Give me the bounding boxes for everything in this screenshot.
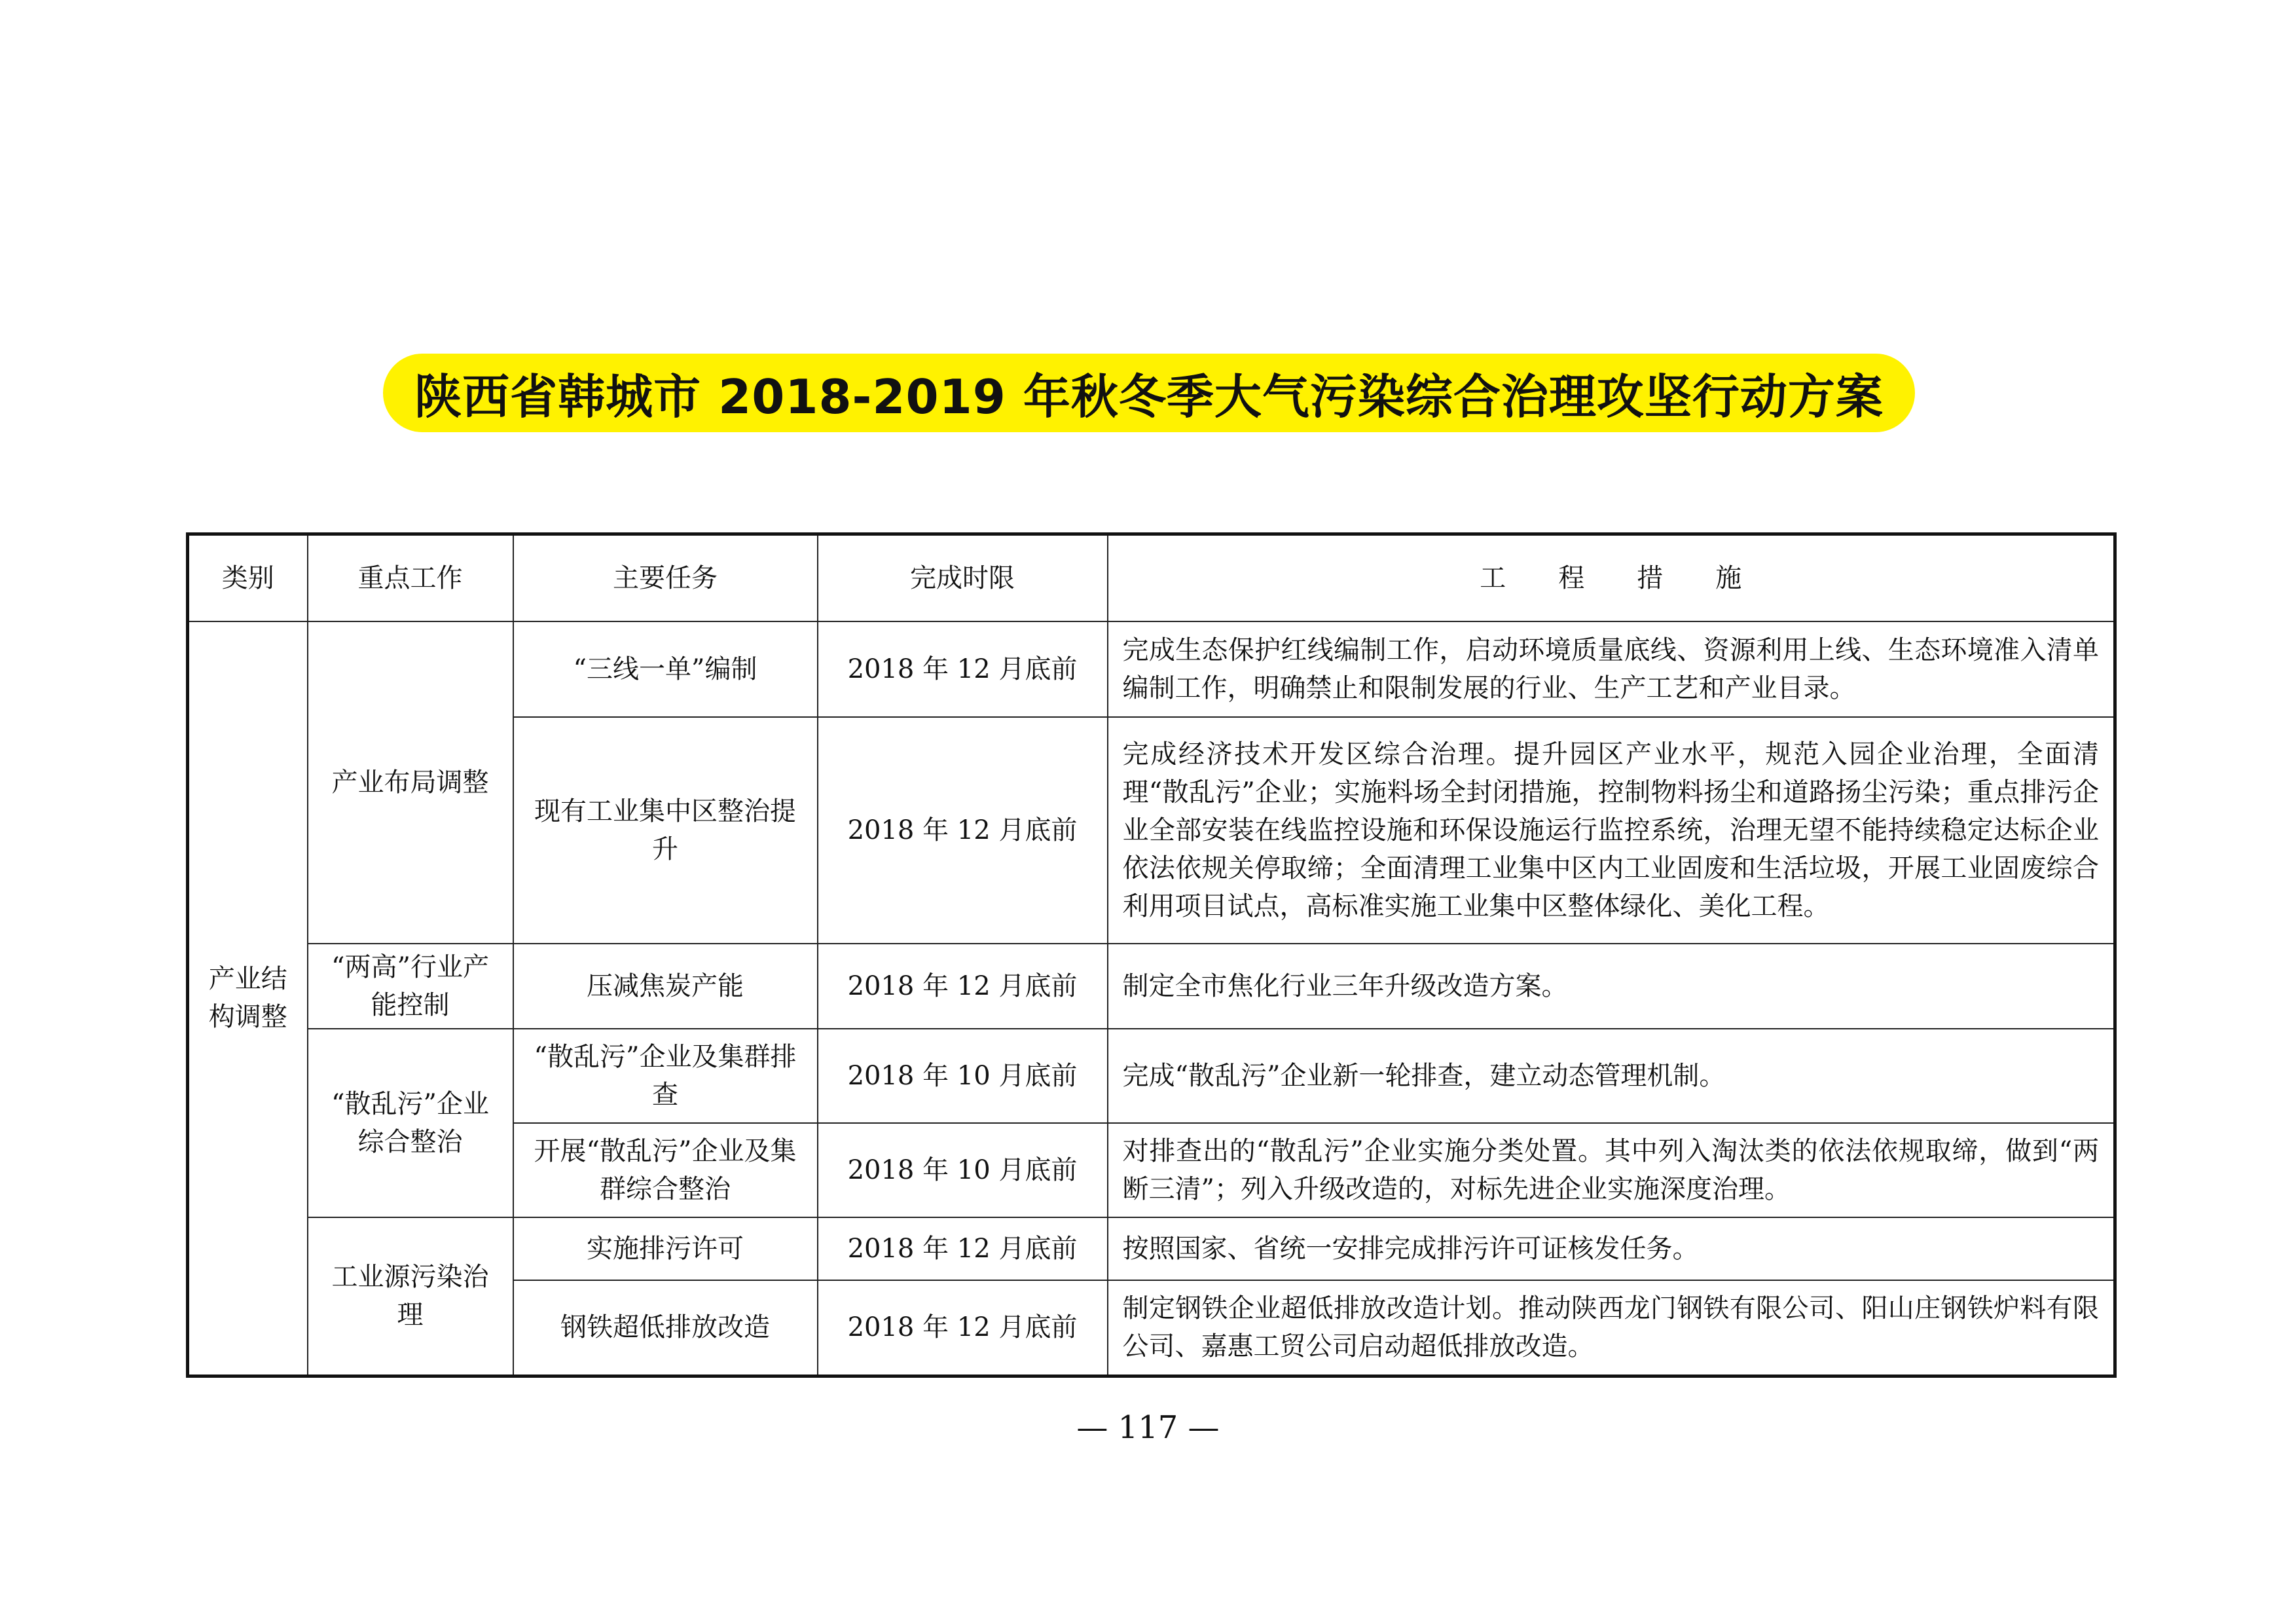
- deadline-cell: 2018 年 12 月底前: [818, 1280, 1108, 1376]
- action-plan-table: [186, 532, 2117, 1378]
- measures-cell: 完成“散乱污”企业新一轮排查，建立动态管理机制。: [1108, 1029, 2115, 1123]
- focus-cell: “两高”行业产能控制: [308, 944, 513, 1029]
- task-cell: “散乱污”企业及集群排查: [513, 1029, 818, 1123]
- table-row: [188, 944, 2115, 1029]
- measures-cell: 制定全市焦化行业三年升级改造方案。: [1108, 944, 2115, 1029]
- header-focus: 重点工作: [308, 534, 513, 622]
- category-cell: 产业结构调整: [188, 621, 308, 1376]
- table-header-row: [188, 534, 2115, 622]
- deadline-cell: 2018 年 12 月底前: [818, 621, 1108, 717]
- header-deadline: 完成时限: [818, 534, 1108, 622]
- header-category: 类别: [188, 534, 308, 622]
- deadline-cell: 2018 年 12 月底前: [818, 1217, 1108, 1280]
- task-cell: 钢铁超低排放改造: [513, 1280, 818, 1376]
- deadline-cell: 2018 年 12 月底前: [818, 944, 1108, 1029]
- table-row: [188, 1217, 2115, 1280]
- focus-cell: “散乱污”企业综合整治: [308, 1029, 513, 1217]
- header-measures: 工 程 措 施: [1108, 534, 2115, 622]
- focus-cell: 工业源污染治理: [308, 1217, 513, 1376]
- task-cell: 现有工业集中区整治提升: [513, 717, 818, 944]
- measures-cell: 按照国家、省统一安排完成排污许可证核发任务。: [1108, 1217, 2115, 1280]
- deadline-cell: 2018 年 10 月底前: [818, 1123, 1108, 1217]
- document-title: 陕西省韩城市 2018-2019 年秋冬季大气污染综合治理攻坚行动方案: [414, 369, 1884, 424]
- page-number: — 117 —: [1076, 1409, 1220, 1446]
- deadline-cell: 2018 年 12 月底前: [818, 717, 1108, 944]
- task-cell: “三线一单”编制: [513, 621, 818, 717]
- focus-cell: 产业布局调整: [308, 621, 513, 944]
- task-cell: 压减焦炭产能: [513, 944, 818, 1029]
- measures-cell: 对排查出的“散乱污”企业实施分类处置。其中列入淘汰类的依法依规取缔，做到“两断三清”；列入升级改造的，对标先进企业实施深度治理。: [1108, 1123, 2115, 1217]
- measures-cell: 制定钢铁企业超低排放改造计划。推动陕西龙门钢铁有限公司、阳山庄钢铁炉料有限公司、嘉惠工贸公司启动超低排放改造。: [1108, 1280, 2115, 1376]
- deadline-cell: 2018 年 10 月底前: [818, 1029, 1108, 1123]
- table-row: [188, 1029, 2115, 1123]
- table-row: [188, 621, 2115, 717]
- title-highlight: [383, 354, 1915, 432]
- task-cell: 实施排污许可: [513, 1217, 818, 1280]
- measures-cell: 完成经济技术开发区综合治理。提升园区产业水平，规范入园企业治理，全面清理“散乱污”企业；实施料场全封闭措施，控制物料扬尘和道路扬尘污染；重点排污企业全部安装在线监控设施和环保设施运行监控系统，治理无望不能持续稳定达标企业依法依规关停取缔；全面清理工业集中区内工业固废和生活垃圾，开展工业固废综合利用项目试点，高标准实施工业集中区整体绿化、美化工程。: [1108, 717, 2115, 944]
- measures-cell: 完成生态保护红线编制工作，启动环境质量底线、资源利用上线、生态环境准入清单编制工作，明确禁止和限制发展的行业、生产工艺和产业目录。: [1108, 621, 2115, 717]
- header-task: 主要任务: [513, 534, 818, 622]
- task-cell: 开展“散乱污”企业及集群综合整治: [513, 1123, 818, 1217]
